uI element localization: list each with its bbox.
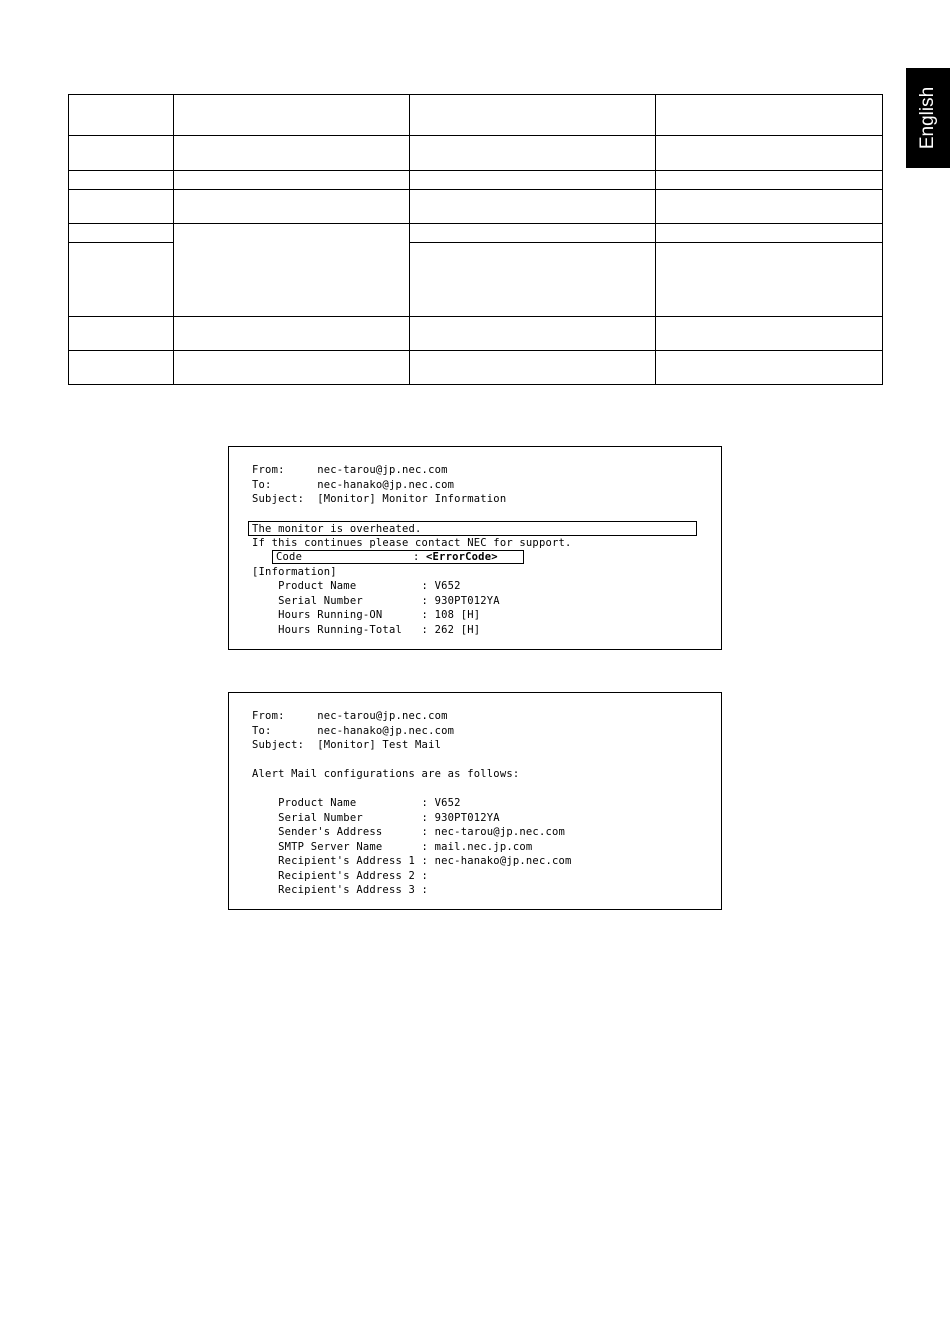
mail-config-line: Recipient's Address 1 : nec-hanako@jp.nec.com xyxy=(252,855,572,867)
table-cell xyxy=(656,95,883,136)
language-tab-label: English xyxy=(917,86,939,150)
mail-message-highlight: The monitor is overheated. xyxy=(248,521,697,536)
mail-info-line: Hours Running-Total : 262 [H] xyxy=(252,623,481,636)
table-cell xyxy=(656,243,883,317)
table-cell xyxy=(174,351,410,385)
test-mail-sample xyxy=(228,692,722,910)
table-cell xyxy=(410,351,656,385)
table-header-row xyxy=(69,95,883,136)
table-row xyxy=(69,171,883,190)
error-code-box xyxy=(272,550,524,564)
mail-info-header: [Information] xyxy=(252,565,337,578)
table-cell xyxy=(656,171,883,190)
table-cell xyxy=(69,95,174,136)
table-cell xyxy=(410,136,656,171)
table-cell xyxy=(174,136,410,171)
mail-to-line: To: nec-hanako@jp.nec.com xyxy=(252,478,455,491)
mail-blank-line xyxy=(252,782,572,797)
mail-config-line: Recipient's Address 2 : xyxy=(252,869,429,882)
table-cell-merged xyxy=(174,224,410,317)
alert-mail-sample xyxy=(228,446,722,650)
mail-from-line: From: nec-tarou@jp.nec.com xyxy=(252,710,448,722)
mail-info-line: Product Name : V652 xyxy=(252,580,461,592)
mail-blank-line xyxy=(252,507,697,522)
table-cell xyxy=(656,317,883,351)
table-cell xyxy=(69,190,174,224)
table-cell xyxy=(174,171,410,190)
table-row xyxy=(69,224,883,243)
error-code-value: <ErrorCode> xyxy=(426,551,498,563)
table-cell xyxy=(69,224,174,243)
language-tab xyxy=(906,68,950,168)
mail-subject-line: Subject: [Monitor] Test Mail xyxy=(252,739,442,751)
table-cell xyxy=(410,243,656,317)
mail-blank-line xyxy=(252,753,572,768)
table-cell xyxy=(656,190,883,224)
mail-info-line: Hours Running-ON : 108 [H] xyxy=(252,609,481,621)
table-cell xyxy=(69,317,174,351)
error-code-label: Code : xyxy=(276,551,426,563)
mail-info-line: Serial Number : 930PT012YA xyxy=(252,594,500,607)
table-cell xyxy=(410,224,656,243)
table-cell xyxy=(410,317,656,351)
mail-support-line: If this continues please contact NEC for support. xyxy=(252,536,572,549)
table-cell xyxy=(656,136,883,171)
mail-config-line: Product Name : V652 xyxy=(252,797,461,809)
table-row xyxy=(69,190,883,224)
table-cell xyxy=(410,171,656,190)
mail-subject-line: Subject: [Monitor] Monitor Information xyxy=(252,493,507,505)
mail-from-line: From: nec-tarou@jp.nec.com xyxy=(252,464,448,476)
table-row xyxy=(69,351,883,385)
mail-config-line: SMTP Server Name : mail.nec.jp.com xyxy=(252,840,533,853)
table-cell xyxy=(174,317,410,351)
table-cell xyxy=(69,351,174,385)
table-cell xyxy=(69,171,174,190)
table-cell xyxy=(69,243,174,317)
table-row xyxy=(69,136,883,171)
mail-config-line: Serial Number : 930PT012YA xyxy=(252,811,500,824)
table-cell xyxy=(69,136,174,171)
settings-table xyxy=(68,94,883,385)
table-cell xyxy=(174,95,410,136)
mail-config-line: Sender's Address : nec-tarou@jp.nec.com xyxy=(252,826,566,838)
table-row xyxy=(69,317,883,351)
mail-intro-line: Alert Mail configurations are as follows: xyxy=(252,768,520,780)
mail-config-line: Recipient's Address 3 : xyxy=(252,884,429,896)
table-cell xyxy=(410,190,656,224)
table-cell xyxy=(174,190,410,224)
table-cell xyxy=(656,351,883,385)
table-cell xyxy=(656,224,883,243)
mail-to-line: To: nec-hanako@jp.nec.com xyxy=(252,724,455,737)
table-cell xyxy=(410,95,656,136)
mail-code-row xyxy=(252,550,697,565)
